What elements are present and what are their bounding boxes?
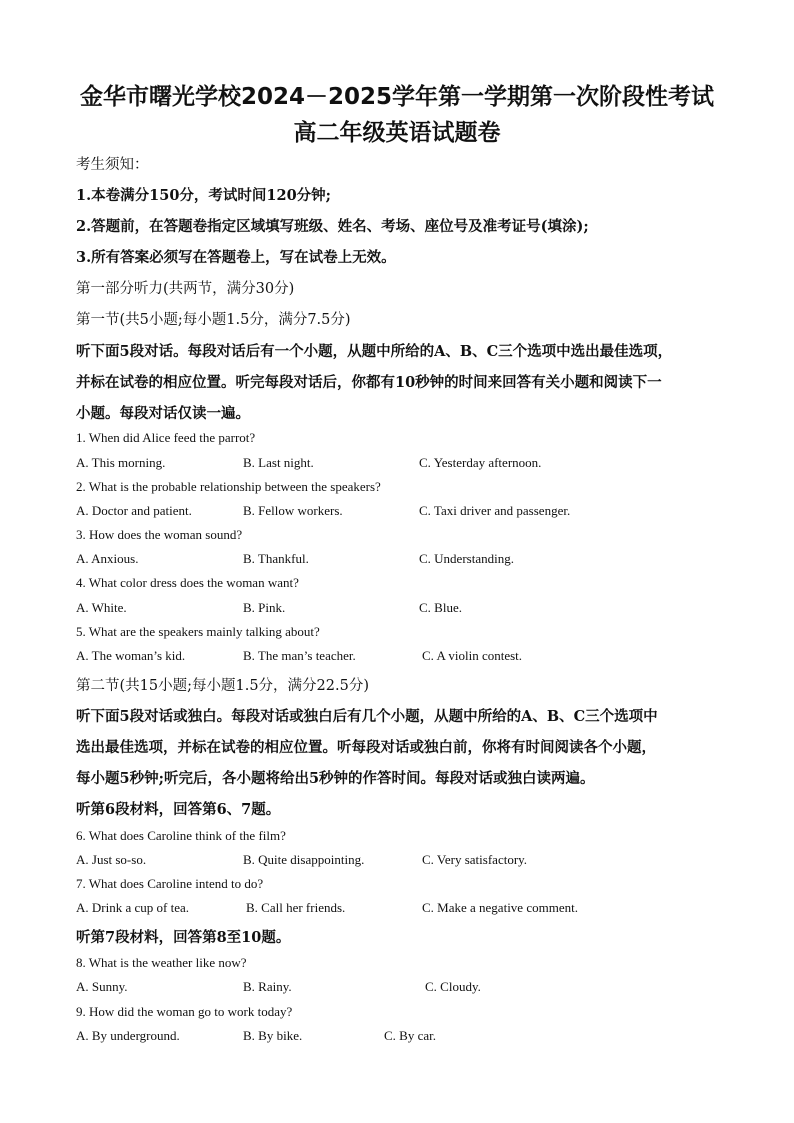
question-5: 5. What are the speakers mainly talking about? <box>76 624 320 639</box>
notice-item-3: 3.所有答案必须写在答题卷上，写在试卷上无效。 <box>76 249 396 266</box>
notice-heading: 考生须知： <box>76 157 149 173</box>
section1-instruction-2: 并标在试卷的相应位置。听完每段对话后，你都有10秒钟的时间来回答有关小题和阅读下一 <box>76 374 662 391</box>
question-6: 6. What does Caroline think of the film? <box>76 828 286 843</box>
question-2-option-b: B. Fellow workers. <box>243 503 343 518</box>
question-4-option-b: B. Pink. <box>243 600 286 615</box>
question-7-option-c: C. Make a negative comment. <box>422 900 578 915</box>
question-2-option-a: A. Doctor and patient. <box>76 503 192 518</box>
section2-instruction-1: 听下面5段对话或独白。每段对话或独白后有几个小题，从题中所给的A、B、C三个选项中 <box>76 708 658 725</box>
question-4-option-a: A. White. <box>76 600 127 615</box>
question-4-option-c: C. Blue. <box>419 600 462 615</box>
question-1-option-a: A. This morning. <box>76 455 166 470</box>
question-6-option-c: C. Very satisfactory. <box>422 852 528 867</box>
question-5-option-a: A. The woman’s kid. <box>76 648 186 663</box>
question-3-option-c: C. Understanding. <box>419 551 514 566</box>
exam-title-line2: 高二年级英语试题卷 <box>293 120 501 146</box>
question-1-option-b: B. Last night. <box>243 455 314 470</box>
question-1-option-c: C. Yesterday afternoon. <box>419 455 542 470</box>
question-9: 9. How did the woman go to work today? <box>76 1004 293 1019</box>
question-1: 1. When did Alice feed the parrot? <box>76 430 256 445</box>
question-8-option-b: B. Rainy. <box>243 979 292 994</box>
question-8-option-a: A. Sunny. <box>76 979 128 994</box>
section1-heading: 第一节(共5小题;每小题1.5分，满分7.5分) <box>76 312 351 328</box>
question-9-option-a: A. By underground. <box>76 1028 180 1043</box>
exam-title-line1: 金华市曙光学校2024－2025学年第一学期第一次阶段性考试 <box>79 84 715 110</box>
question-8-option-c: C. Cloudy. <box>425 979 481 994</box>
section2-instruction-3: 每小题5秒钟;听完后，各小题将给出5秒钟的作答时间。每段对话或独白读两遍。 <box>76 770 595 787</box>
part1-heading: 第一部分听力(共两节，满分30分) <box>76 281 295 297</box>
section1-instruction-3: 小题。每段对话仅读一遍。 <box>76 405 250 422</box>
question-9-option-b: B. By bike. <box>243 1028 303 1043</box>
question-9-option-c: C. By car. <box>384 1028 436 1043</box>
section1-instruction-1: 听下面5段对话。每段对话后有一个小题，从题中所给的A、B、C三个选项中选出最佳选项， <box>76 343 673 360</box>
question-5-option-b: B. The man’s teacher. <box>243 648 356 663</box>
notice-item-2: 2.答题前，在答题卷指定区域填写班级、姓名、考场、座位号及准考证号(填涂); <box>76 218 589 235</box>
question-7: 7. What does Caroline intend to do? <box>76 876 264 891</box>
question-6-option-a: A. Just so-so. <box>76 852 147 867</box>
question-7-option-a: A. Drink a cup of tea. <box>76 900 189 915</box>
material-7-heading: 听第7段材料，回答第8至10题。 <box>76 929 291 946</box>
section2-heading: 第二节(共15小题;每小题1.5分，满分22.5分) <box>76 678 369 694</box>
question-2: 2. What is the probable relationship between the speakers? <box>76 479 381 494</box>
question-7-option-b: B. Call her friends. <box>246 900 346 915</box>
section2-instruction-2: 选出最佳选项，并标在试卷的相应位置。听每段对话或独白前，你将有时间阅读各个小题， <box>76 739 656 756</box>
question-3-option-b: B. Thankful. <box>243 551 309 566</box>
question-6-option-b: B. Quite disappointing. <box>243 852 365 867</box>
question-8: 8. What is the weather like now? <box>76 955 247 970</box>
question-3: 3. How does the woman sound? <box>76 527 243 542</box>
question-3-option-a: A. Anxious. <box>76 551 139 566</box>
material-6-heading: 听第6段材料，回答第6、7题。 <box>76 801 281 818</box>
question-5-option-c: C. A violin contest. <box>422 648 523 663</box>
question-2-option-c: C. Taxi driver and passenger. <box>419 503 571 518</box>
notice-item-1: 1.本卷满分150分，考试时间120分钟; <box>76 187 332 204</box>
question-4: 4. What color dress does the woman want? <box>76 575 299 590</box>
